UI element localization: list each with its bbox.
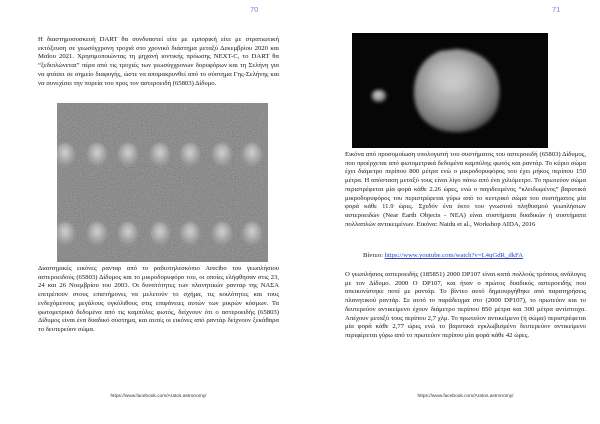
right-page-paragraph: Ο γεωπλήσιος αστεροειδής (185851) 2000 DP107 είναι κατά πολλούς τρόπους ανάλογος με τον Δίδυμο. 2000 Ο DP107, και ήταν ο πρώτος δυαδικός αστεροειδής που απεικονίστηκε ποτέ με ραντάρ. Το βίντεο αυτό δημιουργήθηκε από παρατηρήσεις πλανητικού ραντάρ. Σε αυτό το παράδειγμα στο (2000 DP107), το πρωτεύον και το δευτερεύον αντικείμενο έχουν διάμετρο περίπου 850 μέτρα και 300 μέτρα αντίστοιχα. Απέχουν μεταξύ τους περίπου 2,7 χλμ. Το πρωτεύον αντικείμενο (ή σώμα) περιστρέφεται μία φορά κάθε 2,77 ώρες ενώ το βαρυτικά εγκλωβισμένο δευτερεύον αντικείμενο περιφέρεται γύρω από το πρωτεύον περίπου μία φορά κάθε 42 ώρες. (345, 271, 586, 339)
radar-image-didymos (57, 103, 268, 262)
page-number-left: 70 (250, 5, 259, 14)
right-page-caption: Εικόνα από προσομοίωση υπολογιστή του συστήματος του αστεροειδή (65803) Δίδυμος, που προέρχεται από φωτομετρικά δεδομένα καμπύλης φωτός και ραντάρ. Το κύριο σώμα έχει διάμετρο περίπου 800 μέτρα ενώ ο μικροδορυφόρος του έχει μήκος περίπου 150 μέτρα. Η απόσταση μεταξύ τους είναι λίγο πάνω από ένα χιλιόμετρο. Το πρωτεύον σώμα περιστρέφεται μία φορά κάθε 2.26 ώρες, ενώ ο παγιδευμένος “κλειδωμένος” βαρυτικά μικροδορυφόρος του περιστρέφεται γύρω από το κεντρικό σώμα του συστήματος μία φορά κάθε 11.9 ώρες. Σχεδόν ένα έκτο του γνωστού πληθυσμού γεωπλήσιων αστεροειδών (Near Earth Objects - NEA) είναι συστήματα δυαδικών ή συστήματα πολλαπλών αντικειμένων. Εικόνα: Naidu et al., Workshop AIDA, 2016 (345, 151, 586, 228)
simulation-image-didymos (352, 33, 548, 148)
radar-image-svg (57, 103, 268, 262)
footer-url-left: https://www.facebook.com/Aratos.astronomy/ (110, 394, 207, 399)
page-number-right: 71 (552, 5, 561, 14)
left-page-caption: Διαστημικές εικόνες ρανταρ από το ραδιοτηλεσκόπιο Arecibo του γεωπλήσιου αστεροειδούς (65803) Δίδυμος και το μικροδορυφόρο του, οι οποίες ελήφθησαν στις 23, 24 και 26 Νοεμβρίου του 2003. Οι δυνατότητες των πλανητικών ρανταρ της ΝΑΣΑ επιτρέπουν στους επιστήμονες να μελετούν το σχήμα, τις κοιλότητες και τους ενδεχόμενους μεγάλους ογκόλιθους στις επιφάνειες αυτών των μικρών κόσμων. Τα φωτομετρικά δεδομένα από τις καμπύλες φωτός, δείχνουν ότι ο αστεροειδής (65803) Δίδυμος είναι ένα δυαδικό σύστημα, και αυτές οι εικόνες από ραντάρ δείχνουν ξεκάθαρα το δευτερεύον σώμα. (38, 265, 279, 333)
video-label: Βίντεο: (363, 252, 385, 259)
youtube-link[interactable]: https://www.youtube.com/watch?v=L4qGdR_dkFA (384, 252, 524, 259)
footer-url-right: https://www.facebook.com/Aratos.astronomy/ (417, 394, 514, 399)
left-page-paragraph: Η διαστημοσυσκευή DART θα συνδυαστεί είτε με εμπορική είτε με στρατιωτική εκτόξευση σε γεωσύγχρονη τροχιά στο χρονικό διάστημα μεταξύ Δεκεμβρίου 2020 και Μαΐου 2021. Χρησιμοποιώντας τη μηχανή ιοντικής πρόωσης NEXT-C, το DART θα “ξεδιπλώνεται” πέρα από τις τροχιές των γεωσύγχρονων δορυφόρων και τη Σελήνη για να φτάσει σε σημείο διαφυγής, ώστε να απομακρυνθεί από το σύστημα Γης-Σελήνης και να συνεχίσει την πορεία του προς τον αστεροειδή (65803) Δίδυμο. (38, 36, 279, 87)
simulation-image-svg (352, 33, 548, 148)
video-line (345, 252, 586, 259)
